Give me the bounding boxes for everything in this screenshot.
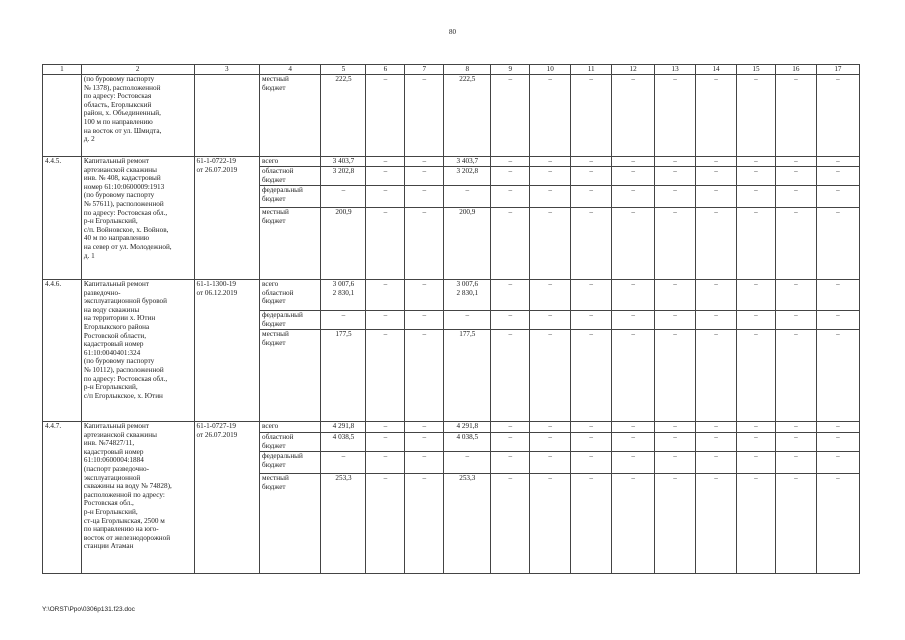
empty-value-col-6: – — [366, 452, 405, 474]
empty-value-col-11: – — [571, 433, 612, 452]
amount-col-8: 3 007,6 2 830,1 — [444, 280, 491, 311]
funding-source: всего — [260, 157, 321, 167]
empty-value-col-14: – — [696, 167, 737, 186]
column-header: 6 — [366, 65, 405, 75]
column-header: 10 — [530, 65, 571, 75]
empty-value-col-13: – — [655, 422, 696, 433]
empty-value-col-7: – — [405, 422, 444, 433]
empty-value-col-13: – — [655, 280, 696, 311]
empty-value-col-16: – — [775, 208, 816, 280]
empty-value-col-11: – — [571, 452, 612, 474]
column-header: 1 — [43, 65, 82, 75]
empty-value-col-11: – — [571, 280, 612, 311]
empty-value-col-14: – — [696, 280, 737, 311]
empty-value-col-11: – — [571, 422, 612, 433]
empty-value-col-14: – — [696, 422, 737, 433]
funding-source: областной бюджет — [260, 167, 321, 186]
empty-value-col-6: – — [366, 208, 405, 280]
empty-value-col-6: – — [366, 422, 405, 433]
empty-value-col-6: – — [366, 186, 405, 208]
empty-value-col-16: – — [775, 157, 816, 167]
amount-col-5: 3 403,7 — [321, 157, 366, 167]
empty-value-col-11: – — [571, 208, 612, 280]
empty-value-col-16: – — [775, 330, 816, 422]
column-header: 8 — [444, 65, 491, 75]
empty-value-col-13: – — [655, 157, 696, 167]
empty-value-col-13: – — [655, 167, 696, 186]
amount-col-5: 3 202,8 — [321, 167, 366, 186]
empty-value-col-6: – — [366, 330, 405, 422]
empty-value-col-14: – — [696, 208, 737, 280]
empty-value-col-9: – — [491, 280, 530, 311]
empty-value-col-12: – — [612, 157, 655, 167]
empty-value-col-11: – — [571, 167, 612, 186]
empty-value-col-11: – — [571, 330, 612, 422]
funding-source: всего областной бюджет — [260, 280, 321, 311]
empty-value-col-12: – — [612, 330, 655, 422]
empty-value-col-15: – — [737, 280, 776, 311]
empty-value-col-15: – — [737, 311, 776, 330]
empty-value-col-10: – — [530, 186, 571, 208]
empty-value-col-16: – — [775, 280, 816, 311]
column-header: 16 — [775, 65, 816, 75]
expertise-document: 61-1-1300-19 от 06.12.2019 — [194, 280, 260, 422]
empty-value-col-13: – — [655, 474, 696, 574]
empty-value-col-13: – — [655, 330, 696, 422]
empty-value-col-10: – — [530, 75, 571, 157]
empty-value-col-17: – — [816, 75, 859, 157]
empty-value-col-11: – — [571, 474, 612, 574]
empty-value-col-17: – — [816, 422, 859, 433]
empty-value-col-15: – — [737, 75, 776, 157]
column-header: 14 — [696, 65, 737, 75]
empty-value-col-16: – — [775, 452, 816, 474]
empty-value-col-17: – — [816, 311, 859, 330]
item-number — [43, 75, 82, 157]
empty-value-col-11: – — [571, 157, 612, 167]
empty-value-col-14: – — [696, 186, 737, 208]
empty-value-col-9: – — [491, 167, 530, 186]
empty-value-col-15: – — [737, 474, 776, 574]
empty-value-col-14: – — [696, 330, 737, 422]
empty-value-col-16: – — [775, 422, 816, 433]
amount-col-5: 222,5 — [321, 75, 366, 157]
funding-source: федеральный бюджет — [260, 186, 321, 208]
empty-value-col-10: – — [530, 433, 571, 452]
amount-col-5: – — [321, 452, 366, 474]
file-path-footer: Y:\ORST\Ppo\0306p131.f23.doc — [42, 606, 135, 613]
funding-source: всего — [260, 422, 321, 433]
funding-source: местный бюджет — [260, 208, 321, 280]
empty-value-col-17: – — [816, 280, 859, 311]
table-header-row — [43, 65, 860, 75]
empty-value-col-12: – — [612, 452, 655, 474]
amount-col-8: 253,3 — [444, 474, 491, 574]
expertise-document: 61-1-0722-19 от 26.07.2019 — [194, 157, 260, 280]
empty-value-col-17: – — [816, 157, 859, 167]
column-header: 3 — [194, 65, 260, 75]
item-number: 4.4.7. — [43, 422, 82, 574]
funding-source: областной бюджет — [260, 433, 321, 452]
item-number: 4.4.6. — [43, 280, 82, 422]
empty-value-col-12: – — [612, 186, 655, 208]
empty-value-col-17: – — [816, 167, 859, 186]
empty-value-col-9: – — [491, 452, 530, 474]
empty-value-col-17: – — [816, 474, 859, 574]
item-description: Капитальный ремонт артезианской скважины инв. №74827/11, кадастровый номер 61:10:0600004:1884 (паспорт разведочно- эксплуатационной скважины на воду № 74828), расположенной по адресу: Ростовская обл., р-н Егорлыкский, ст-ца Егорлыкская, 2500 м по направлению на юго- восток от железнодорожной станции Атаман — [81, 422, 194, 574]
empty-value-col-11: – — [571, 186, 612, 208]
column-header: 17 — [816, 65, 859, 75]
page-number: 80 — [449, 28, 456, 36]
column-header: 15 — [737, 65, 776, 75]
empty-value-col-7: – — [405, 186, 444, 208]
amount-col-8: 4 038,5 — [444, 433, 491, 452]
empty-value-col-6: – — [366, 157, 405, 167]
expertise-document — [194, 75, 260, 157]
empty-value-col-13: – — [655, 75, 696, 157]
empty-value-col-13: – — [655, 452, 696, 474]
empty-value-col-6: – — [366, 167, 405, 186]
empty-value-col-12: – — [612, 280, 655, 311]
empty-value-col-11: – — [571, 311, 612, 330]
amount-col-8: – — [444, 311, 491, 330]
empty-value-col-9: – — [491, 330, 530, 422]
empty-value-col-14: – — [696, 75, 737, 157]
empty-value-col-7: – — [405, 280, 444, 311]
table-row — [43, 75, 860, 157]
empty-value-col-12: – — [612, 433, 655, 452]
empty-value-col-16: – — [775, 311, 816, 330]
amount-col-5: 253,3 — [321, 474, 366, 574]
empty-value-col-15: – — [737, 452, 776, 474]
amount-col-5: 4 038,5 — [321, 433, 366, 452]
empty-value-col-17: – — [816, 208, 859, 280]
amount-col-8: 4 291,8 — [444, 422, 491, 433]
empty-value-col-13: – — [655, 311, 696, 330]
empty-value-col-17: – — [816, 452, 859, 474]
amount-col-8: – — [444, 186, 491, 208]
empty-value-col-10: – — [530, 280, 571, 311]
funding-source: федеральный бюджет — [260, 311, 321, 330]
empty-value-col-16: – — [775, 75, 816, 157]
empty-value-col-13: – — [655, 208, 696, 280]
empty-value-col-17: – — [816, 330, 859, 422]
table-body — [43, 75, 860, 574]
amount-col-5: 4 291,8 — [321, 422, 366, 433]
column-header: 7 — [405, 65, 444, 75]
amount-col-8: 3 202,8 — [444, 167, 491, 186]
empty-value-col-7: – — [405, 474, 444, 574]
column-header: 4 — [260, 65, 321, 75]
empty-value-col-9: – — [491, 311, 530, 330]
empty-value-col-9: – — [491, 157, 530, 167]
amount-col-8: – — [444, 452, 491, 474]
empty-value-col-10: – — [530, 208, 571, 280]
empty-value-col-16: – — [775, 167, 816, 186]
amount-col-5: – — [321, 186, 366, 208]
empty-value-col-13: – — [655, 186, 696, 208]
empty-value-col-14: – — [696, 157, 737, 167]
empty-value-col-12: – — [612, 311, 655, 330]
empty-value-col-12: – — [612, 75, 655, 157]
column-header: 13 — [655, 65, 696, 75]
empty-value-col-9: – — [491, 433, 530, 452]
empty-value-col-6: – — [366, 311, 405, 330]
table-row — [43, 280, 860, 311]
empty-value-col-12: – — [612, 474, 655, 574]
item-description: Капитальный ремонт артезианской скважины инв. № 408, кадастровый номер 61:10:0600009:1913 (по буровому паспорту № 57611), расположенной по адресу: Ростовская обл., р-н Егорлыкский, с/п. Войновское, х. Войнов, 40 м по направлению на север от ул. Молодежной, д. 1 — [81, 157, 194, 280]
column-header: 2 — [81, 65, 194, 75]
empty-value-col-12: – — [612, 422, 655, 433]
item-description: Капитальный ремонт разведочно- эксплуатационной буровой на воду скважины на территории х. Ютин Егорлыкского района Ростовской области, кадастровый номер 61:10:0040401:324 (по буровому паспорту № 10112), расположенной по адресу: Ростовская обл., р-н Егорлыкский, с/п Егорлыкское, х. Ютин — [81, 280, 194, 422]
column-header: 5 — [321, 65, 366, 75]
funding-source: федеральный бюджет — [260, 452, 321, 474]
empty-value-col-7: – — [405, 167, 444, 186]
empty-value-col-14: – — [696, 452, 737, 474]
empty-value-col-16: – — [775, 433, 816, 452]
column-header: 11 — [571, 65, 612, 75]
empty-value-col-10: – — [530, 311, 571, 330]
empty-value-col-11: – — [571, 75, 612, 157]
empty-value-col-15: – — [737, 433, 776, 452]
empty-value-col-14: – — [696, 311, 737, 330]
empty-value-col-15: – — [737, 422, 776, 433]
empty-value-col-7: – — [405, 208, 444, 280]
budget-table — [42, 64, 860, 574]
empty-value-col-7: – — [405, 452, 444, 474]
amount-col-8: 177,5 — [444, 330, 491, 422]
amount-col-5: 200,9 — [321, 208, 366, 280]
empty-value-col-7: – — [405, 433, 444, 452]
item-number: 4.4.5. — [43, 157, 82, 280]
table-row — [43, 422, 860, 433]
column-header: 12 — [612, 65, 655, 75]
empty-value-col-12: – — [612, 208, 655, 280]
amount-col-8: 200,9 — [444, 208, 491, 280]
empty-value-col-9: – — [491, 422, 530, 433]
empty-value-col-15: – — [737, 167, 776, 186]
empty-value-col-10: – — [530, 474, 571, 574]
funding-source: местный бюджет — [260, 75, 321, 157]
column-header: 9 — [491, 65, 530, 75]
empty-value-col-15: – — [737, 330, 776, 422]
empty-value-col-17: – — [816, 186, 859, 208]
item-description: (по буровому паспорту № 1378), расположенной по адресу: Ростовская область, Егорлыкский район, х. Объединенный, 100 м по направлению на восток от ул. Шмидта, д. 2 — [81, 75, 194, 157]
funding-source: местный бюджет — [260, 474, 321, 574]
empty-value-col-9: – — [491, 75, 530, 157]
empty-value-col-15: – — [737, 186, 776, 208]
amount-col-5: – — [321, 311, 366, 330]
empty-value-col-14: – — [696, 474, 737, 574]
empty-value-col-6: – — [366, 474, 405, 574]
empty-value-col-14: – — [696, 433, 737, 452]
amount-col-8: 222,5 — [444, 75, 491, 157]
empty-value-col-9: – — [491, 186, 530, 208]
empty-value-col-10: – — [530, 452, 571, 474]
empty-value-col-10: – — [530, 167, 571, 186]
empty-value-col-10: – — [530, 330, 571, 422]
empty-value-col-10: – — [530, 422, 571, 433]
table-row — [43, 157, 860, 167]
empty-value-col-16: – — [775, 186, 816, 208]
empty-value-col-10: – — [530, 157, 571, 167]
empty-value-col-6: – — [366, 433, 405, 452]
empty-value-col-12: – — [612, 167, 655, 186]
empty-value-col-7: – — [405, 157, 444, 167]
empty-value-col-17: – — [816, 433, 859, 452]
empty-value-col-7: – — [405, 75, 444, 157]
empty-value-col-15: – — [737, 208, 776, 280]
funding-source: местный бюджет — [260, 330, 321, 422]
amount-col-5: 3 007,6 2 830,1 — [321, 280, 366, 311]
empty-value-col-6: – — [366, 75, 405, 157]
amount-col-8: 3 403,7 — [444, 157, 491, 167]
empty-value-col-7: – — [405, 330, 444, 422]
empty-value-col-7: – — [405, 311, 444, 330]
empty-value-col-9: – — [491, 208, 530, 280]
empty-value-col-15: – — [737, 157, 776, 167]
empty-value-col-13: – — [655, 433, 696, 452]
empty-value-col-16: – — [775, 474, 816, 574]
expertise-document: 61-1-0727-19 от 26.07.2019 — [194, 422, 260, 574]
empty-value-col-6: – — [366, 280, 405, 311]
empty-value-col-9: – — [491, 474, 530, 574]
amount-col-5: 177,5 — [321, 330, 366, 422]
